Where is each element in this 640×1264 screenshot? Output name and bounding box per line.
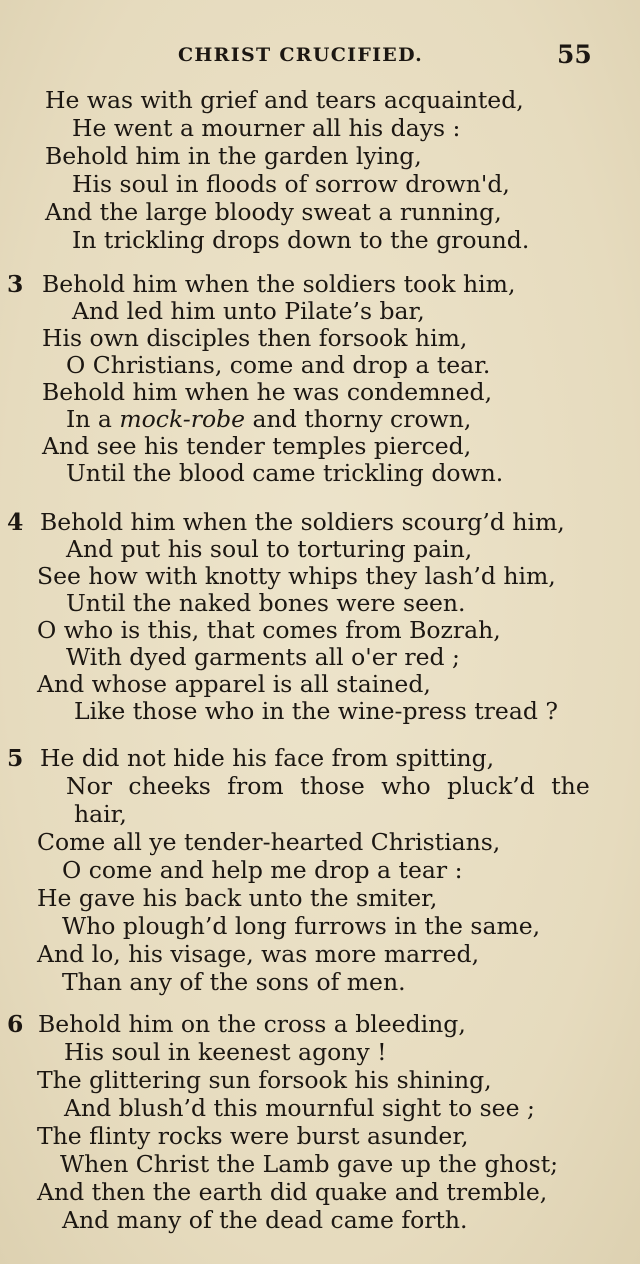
verse-line: And lo, his visage, was more marred, bbox=[37, 940, 480, 968]
verse-line: Than any of the sons of men. bbox=[62, 968, 406, 996]
verse-line: Until the blood came trickling down. bbox=[66, 459, 504, 487]
verse-line: He gave his back unto the smiter, bbox=[37, 884, 438, 912]
verse-line: The glittering sun forsook his shining, bbox=[37, 1066, 492, 1094]
verse-line: Like those who in the wine-press tread ? bbox=[74, 697, 558, 725]
verse-line: And then the earth did quake and tremble, bbox=[37, 1178, 548, 1206]
verse-line: See how with knotty whips they lash’d him, bbox=[37, 562, 556, 590]
stanza-number: 4 bbox=[7, 508, 24, 536]
verse-line: His soul in floods of sorrow drown'd, bbox=[72, 170, 510, 198]
verse-line: Come all ye tender-hearted Christians, bbox=[37, 828, 501, 856]
verse-line: Behold him in the garden lying, bbox=[45, 142, 422, 170]
verse-line: Until the naked bones were seen. bbox=[66, 589, 466, 617]
verse-line: Who plough’d long furrows in the same, bbox=[62, 912, 541, 940]
verse-line: His own disciples then forsook him, bbox=[42, 324, 468, 352]
verse-line: O Christians, come and drop a tear. bbox=[66, 351, 491, 379]
verse-line: Behold him when the soldiers scourg’d him, bbox=[40, 508, 565, 536]
verse-line: O who is this, that comes from Bozrah, bbox=[37, 616, 501, 644]
verse-line: He was with grief and tears acquainted, bbox=[45, 86, 524, 114]
verse-line: O come and help me drop a tear : bbox=[62, 856, 463, 884]
stanza-number: 3 bbox=[7, 270, 24, 298]
verse-line: He did not hide his face from spitting, bbox=[40, 744, 495, 772]
verse-line: hair, bbox=[74, 800, 127, 828]
verse-line: And led him unto Pilate’s bar, bbox=[72, 297, 425, 325]
verse-line: Behold him when he was condemned, bbox=[42, 378, 493, 406]
verse-line: And many of the dead came forth. bbox=[62, 1206, 468, 1234]
page-number: 55 bbox=[557, 40, 592, 69]
verse-text: and thorny crown, bbox=[245, 405, 472, 433]
verse-text: In a bbox=[66, 405, 120, 433]
page-header bbox=[0, 42, 640, 72]
stanza-number: 6 bbox=[7, 1010, 24, 1038]
italic-word: mock-robe bbox=[119, 405, 246, 433]
verse-line: And the large bloody sweat a running, bbox=[45, 198, 502, 226]
verse-line: And blush’d this mournful sight to see ; bbox=[64, 1094, 535, 1122]
verse-line: With dyed garments all o'er red ; bbox=[66, 643, 460, 671]
stanza-number: 5 bbox=[7, 744, 24, 772]
verse-line: Behold him on the cross a bleeding, bbox=[38, 1010, 466, 1038]
verse-line: The flinty rocks were burst asunder, bbox=[37, 1122, 469, 1150]
verse-line: When Christ the Lamb gave up the ghost; bbox=[60, 1150, 559, 1178]
verse-line: And put his soul to torturing pain, bbox=[66, 535, 473, 563]
verse-line: Nor cheeks from those who pluck’d the bbox=[66, 772, 590, 800]
verse-line bbox=[66, 405, 471, 433]
running-title: CHRIST CRUCIFIED. bbox=[178, 44, 424, 66]
verse-line: And whose apparel is all stained, bbox=[37, 670, 431, 698]
verse-line: Behold him when the soldiers took him, bbox=[42, 270, 516, 298]
verse-line: And see his tender temples pierced, bbox=[42, 432, 472, 460]
verse-line: His soul in keenest agony ! bbox=[64, 1038, 387, 1066]
verse-line: In trickling drops down to the ground. bbox=[72, 226, 530, 254]
verse-line: He went a mourner all his days : bbox=[72, 114, 461, 142]
